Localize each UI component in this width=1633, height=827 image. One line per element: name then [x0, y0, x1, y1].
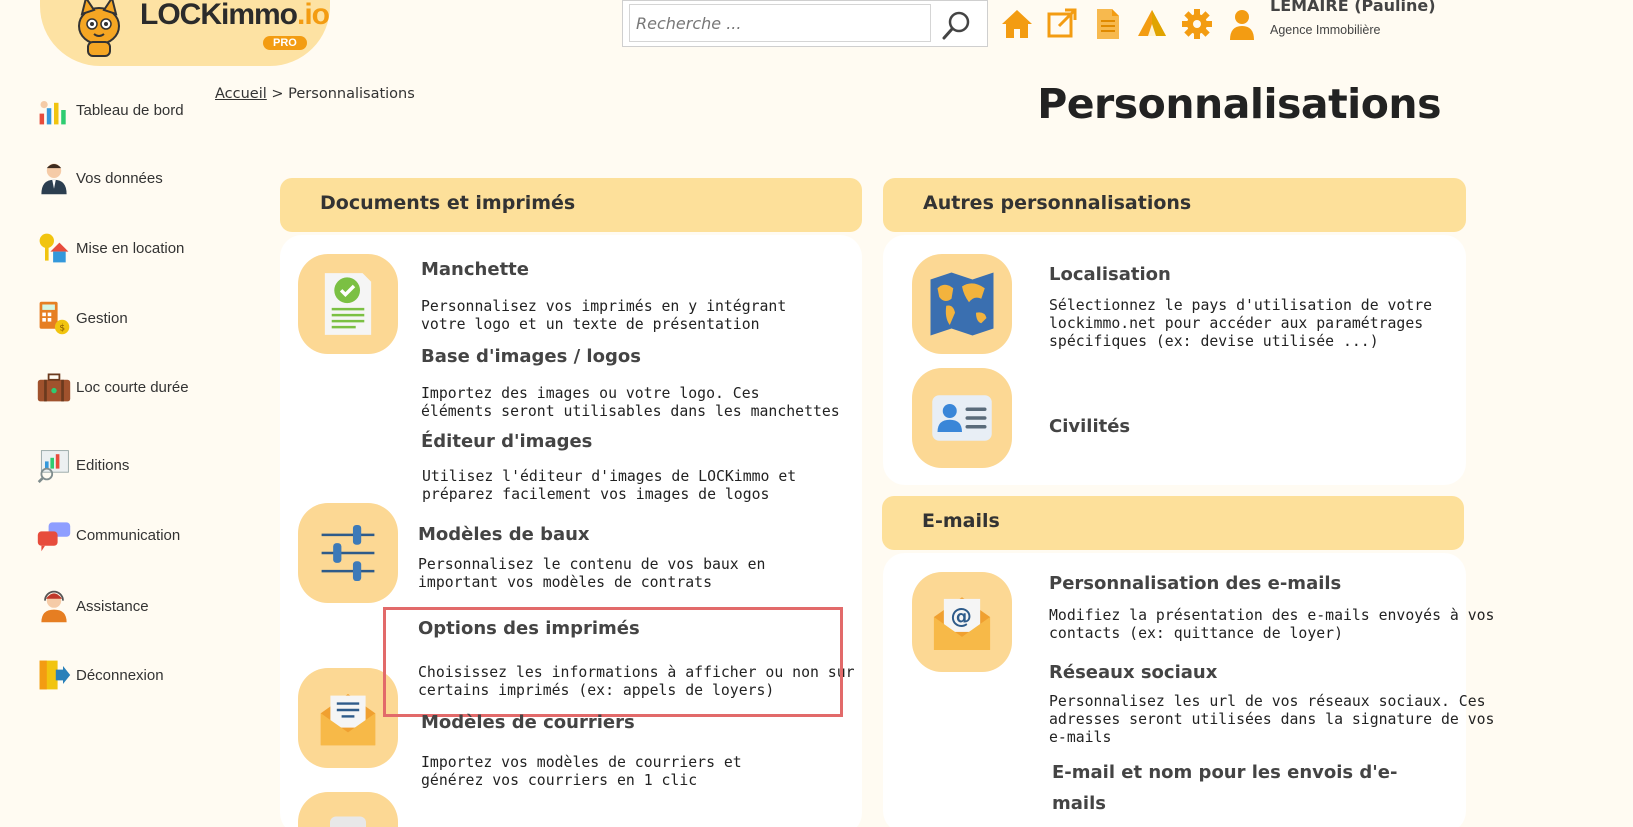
personnalisation-emails-link[interactable]: Personnalisation des e-mails [1049, 573, 1342, 594]
user-role: Agence Immobilière [1270, 23, 1381, 37]
localisation-tile[interactable] [912, 254, 1012, 354]
modeles-baux-description: Personnalisez le contenu de vos baux en important vos modèles de contrats [418, 556, 766, 591]
modeles-baux-tile[interactable] [298, 503, 398, 603]
email-nom-envois-link[interactable]: E-mail et nom pour les envois d'e- mails [1052, 762, 1398, 814]
envelope-letter-icon [316, 686, 380, 750]
reseaux-sociaux-description: Personnalisez les url de vos réseaux sociaux. Ces adresses seront utilisées dans la signature de vos e-mails [1049, 693, 1495, 746]
gear-icon[interactable] [1180, 6, 1214, 42]
sidebar-item-tableau-de-bord[interactable] [34, 90, 184, 130]
sidebar-item-label: Gestion [76, 309, 128, 327]
documents-panel-header [280, 178, 862, 232]
emails-panel-header [882, 496, 1464, 550]
personnalisation-emails-tile[interactable] [912, 572, 1012, 672]
sidebar-item-label: Vos données [76, 169, 163, 187]
cat-mascot-icon [68, 0, 130, 58]
sidebar-item-loc-courte-duree[interactable] [34, 367, 189, 407]
sidebar-item-communication[interactable] [34, 515, 180, 555]
sidebar-item-gestion[interactable] [34, 298, 128, 338]
person-icon [34, 158, 74, 198]
modeles-courriers-description: Importez vos modèles de courriers et générez vos courriers en 1 clic [421, 754, 742, 789]
sidebar-item-vos-donnees[interactable] [34, 158, 163, 198]
chat-bubbles-icon [34, 515, 74, 555]
breadcrumb-home-link[interactable]: Accueil [215, 86, 267, 102]
brand-name: LOCKimmo.io [140, 0, 329, 31]
sidebar-item-label: Tableau de bord [76, 101, 184, 119]
breadcrumb-separator: > [271, 86, 284, 102]
manchette-tile[interactable] [298, 254, 398, 354]
breadcrumb-current: Personnalisations [288, 86, 415, 102]
options-imprimes-link[interactable]: Options des imprimés [418, 618, 640, 639]
top-icon-bar [1000, 6, 1259, 42]
sidebar-item-assistance[interactable] [34, 586, 149, 626]
document-icon [318, 812, 378, 827]
tent-icon[interactable] [1135, 6, 1169, 42]
dashboard-icon [34, 90, 74, 130]
reseaux-sociaux-link[interactable]: Réseaux sociaux [1049, 662, 1218, 683]
support-agent-icon [34, 586, 74, 626]
world-map-icon [927, 269, 997, 339]
search-input[interactable] [629, 4, 931, 42]
editeur-images-link[interactable]: Éditeur d'images [421, 431, 593, 452]
svg-text:@: @ [950, 604, 972, 630]
localisation-description: Sélectionnez le pays d'utilisation de votre lockimmo.net pour accéder aux paramétrages spécifiques (ex: devise utilisée ...) [1049, 297, 1433, 350]
personnalisation-emails-description: Modifiez la présentation des e-mails envoyés à vos contacts (ex: quittance de loyer) [1049, 607, 1495, 642]
email-at-icon [929, 589, 995, 655]
home-icon[interactable] [1000, 6, 1034, 42]
civilites-link[interactable]: Civilités [1049, 416, 1131, 437]
logo[interactable] [40, 0, 330, 66]
autres-panel-header [883, 178, 1466, 232]
sidebar-item-label: Déconnexion [76, 666, 164, 684]
panel-title: E-mails [922, 510, 1000, 532]
logout-icon [34, 655, 74, 695]
user-icon[interactable] [1225, 6, 1259, 42]
base-images-logos-link[interactable]: Base d'images / logos [421, 346, 641, 367]
sidebar-item-deconnexion[interactable] [34, 655, 164, 695]
calculator-icon [34, 298, 74, 338]
external-link-icon[interactable] [1045, 6, 1079, 42]
report-icon [34, 445, 74, 485]
keys-house-icon [34, 228, 74, 268]
sliders-icon [315, 520, 381, 586]
civilites-tile[interactable] [912, 368, 1012, 468]
svg-text:$: $ [59, 323, 66, 334]
suitcase-icon [34, 367, 74, 407]
highlight-box [383, 607, 843, 717]
user-name[interactable]: LEMAIRE (Pauline) [1270, 0, 1436, 15]
search-icon[interactable] [939, 7, 975, 43]
editeur-images-description: Utilisez l'éditeur d'images de LOCKimmo et préparez facilement vos images de logos [422, 468, 797, 503]
document-check-icon [318, 269, 378, 339]
modeles-courriers-link[interactable]: Modèles de courriers [421, 712, 635, 733]
sidebar-item-editions[interactable] [34, 445, 129, 485]
document-icon[interactable] [1090, 6, 1124, 42]
next-item-tile[interactable] [298, 792, 398, 827]
search-bar [622, 0, 988, 47]
panel-title: Documents et imprimés [320, 192, 576, 214]
sidebar-item-mise-en-location[interactable] [34, 228, 184, 268]
sidebar-item-label: Loc courte durée [76, 378, 189, 396]
modeles-baux-link[interactable]: Modèles de baux [418, 524, 590, 545]
options-imprimes-description: Choisissez les informations à afficher ou non sur certains imprimés (ex: appels de loyers) [418, 664, 855, 699]
id-card-icon [927, 383, 997, 453]
manchette-description: Personnalisez vos imprimés en y intégrant votre logo et un texte de présentation [421, 298, 787, 333]
localisation-link[interactable]: Localisation [1049, 264, 1171, 285]
page-title: Personnalisations [1037, 80, 1441, 128]
breadcrumb [215, 86, 415, 102]
manchette-link[interactable]: Manchette [421, 259, 529, 280]
sidebar-item-label: Editions [76, 456, 130, 474]
sidebar-item-label: Communication [76, 526, 181, 544]
base-images-logos-description: Importez des images ou votre logo. Ces éléments seront utilisables dans les manchettes [421, 385, 840, 420]
pro-badge: PRO [263, 36, 307, 50]
sidebar-item-label: Assistance [76, 597, 149, 615]
panel-title: Autres personnalisations [923, 192, 1192, 214]
sidebar-item-label: Mise en location [76, 239, 185, 257]
